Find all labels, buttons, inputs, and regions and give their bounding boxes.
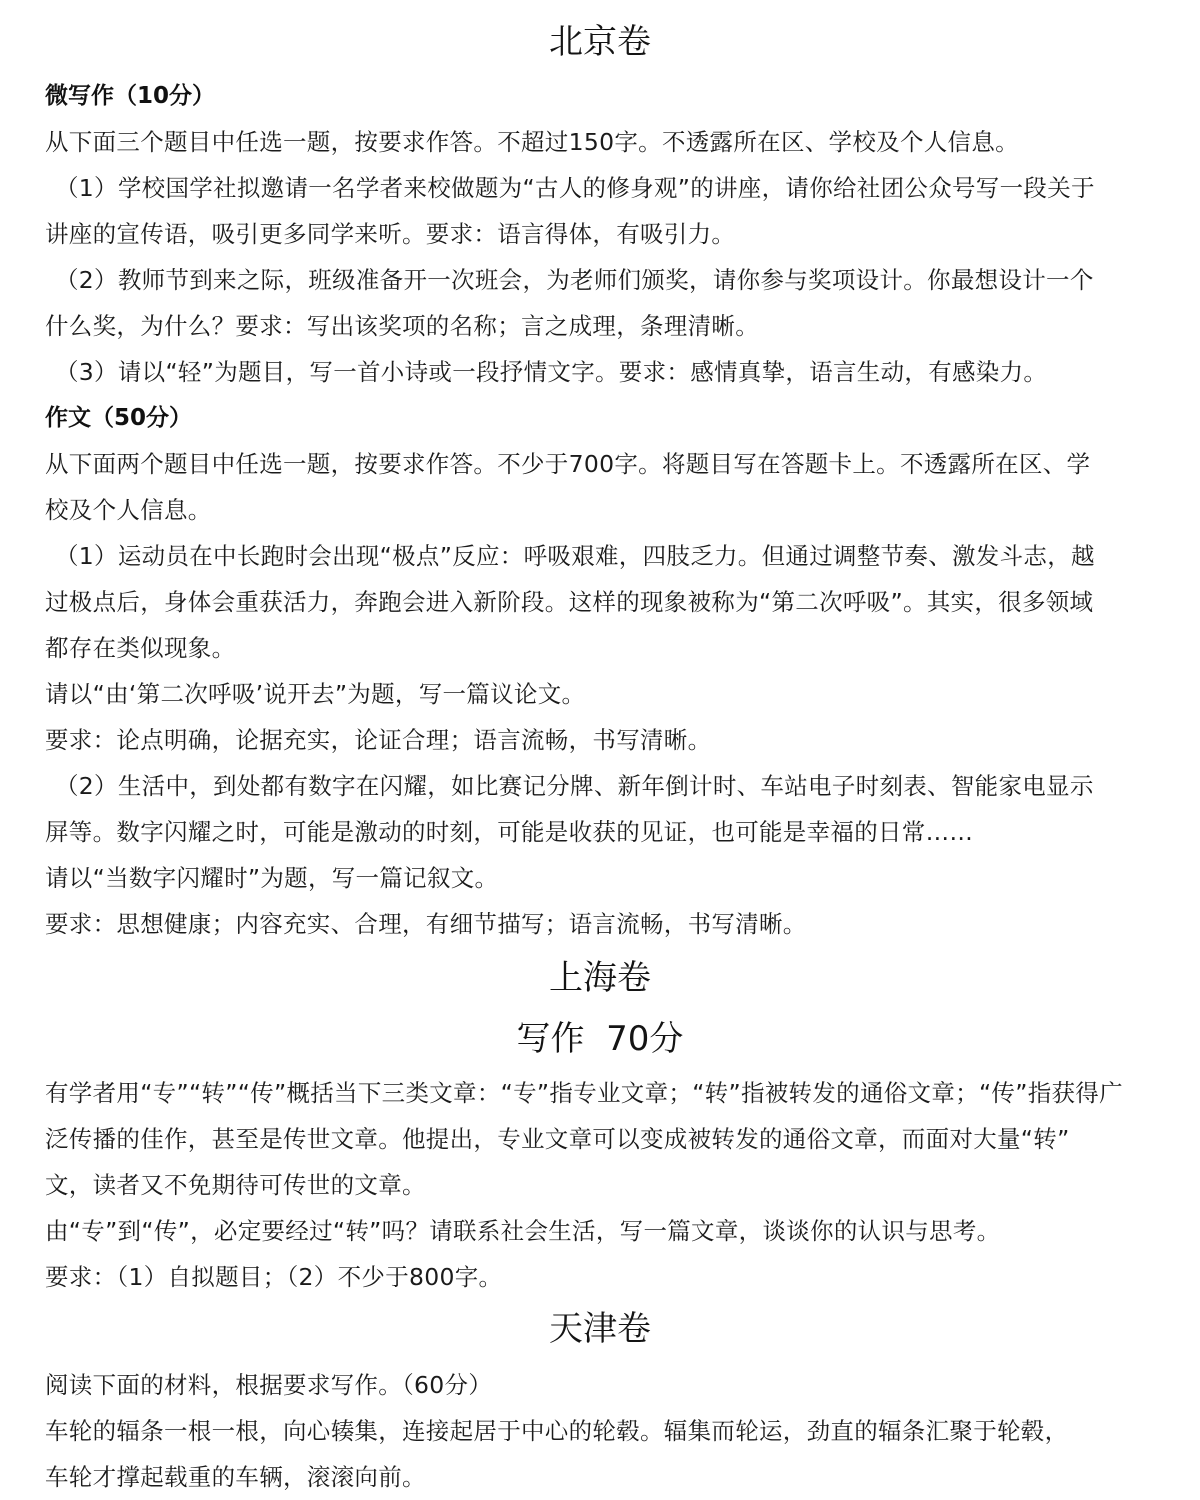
shanghai-subtitle: 写作 70分 [516,1019,684,1059]
essay-q2-line1: （2）生活中，到处都有数字在闪耀，如比赛记分牌、新年倒计时、车站电子时刻表、智能家电显示 [55,772,1094,800]
essay-q1-requirement: 要求：论点明确，论据充实，论证合理；语言流畅，书写清晰。 [45,726,712,754]
shanghai-line1: 有学者用“专”“转”“传”概括当下三类文章：“专”指专业文章；“转”指被转发的通俗文章；“传”指获得广 [45,1079,1123,1107]
essay-heading: 作文（50分） [45,405,193,431]
essay-q1-task: 请以“由‘第二次呼吸’说开去”为题，写一篇议论文。 [45,680,586,708]
essay-q2-task: 请以“当数字闪耀时”为题，写一篇记叙文。 [45,864,499,892]
essay-q1-line3: 都存在类似现象。 [45,634,236,662]
shanghai-line5: 要求：（1）自拟题目；（2）不少于800字。 [45,1263,503,1291]
shanghai-line3: 文，读者又不免期待可传世的文章。 [45,1171,426,1199]
essay-q2-line2: 屏等。数字闪耀之时，可能是激动的时刻，可能是收获的见证，也可能是幸福的日常…… [45,818,974,846]
beijing-essay-section [0,395,1200,947]
shanghai-line4: 由“专”到“传”，必定要经过“转”吗？请联系社会生活，写一篇文章，谈谈你的认识与思考。 [45,1217,1001,1245]
essay-intro-line2: 校及个人信息。 [45,496,212,524]
micro-q2-line1: （2）教师节到来之际，班级准备开一次班会，为老师们颁奖，请你参与奖项设计。你最想设计一个 [55,266,1094,294]
micro-intro: 从下面三个题目中任选一题，按要求作答。不超过150字。不透露所在区、学校及个人信息。 [45,128,1019,156]
micro-writing-heading: 微写作（10分） [45,83,216,109]
essay-q1-line2: 过极点后，身体会重获活力，奔跑会进入新阶段。这样的现象被称为“第二次呼吸”。其实，很多领域 [45,588,1094,616]
essay-q1-line1: （1）运动员在中长跑时会出现“极点”反应：呼吸艰难，四肢乏力。但通过调整节奏、激发斗志，越 [55,542,1095,570]
beijing-title: 北京卷 [549,22,651,62]
tianjin-title: 天津卷 [549,1309,651,1349]
shanghai-line2: 泛传播的佳作，甚至是传世文章。他提出，专业文章可以变成被转发的通俗文章，而面对大量“转” [45,1125,1070,1153]
shanghai-title: 上海卷 [549,958,651,998]
beijing-micro-section [0,73,1200,395]
shanghai-section [0,1070,1200,1300]
essay-intro-line1: 从下面两个题目中任选一题，按要求作答。不少于700字。将题目写在答题卡上。不透露所在区、学 [45,450,1091,478]
micro-q1-line2: 讲座的宣传语，吸引更多同学来听。要求：语言得体，有吸引力。 [45,220,736,248]
micro-q1-line1: （1）学校国学社拟邀请一名学者来校做题为“古人的修身观”的讲座，请你给社团公众号写一段关于 [55,174,1095,202]
tianjin-line3: 车轮才撑起载重的车辆，滚滚向前。 [45,1463,426,1491]
tianjin-line1: 阅读下面的材料，根据要求写作。（60分） [45,1371,493,1399]
micro-q2-line2: 什么奖，为什么？要求：写出该奖项的名称；言之成理，条理清晰。 [45,312,759,340]
tianjin-line2: 车轮的辐条一根一根，向心辏集，连接起居于中心的轮毂。辐集而轮运，劲直的辐条汇聚于轮毂， [45,1417,1069,1445]
essay-q2-requirement: 要求：思想健康；内容充实、合理，有细节描写；语言流畅，书写清晰。 [45,910,807,938]
micro-q3-line1: （3）请以“轻”为题目，写一首小诗或一段抒情文字。要求：感情真挚，语言生动，有感染力。 [55,358,1048,386]
tianjin-section [0,1362,1200,1500]
